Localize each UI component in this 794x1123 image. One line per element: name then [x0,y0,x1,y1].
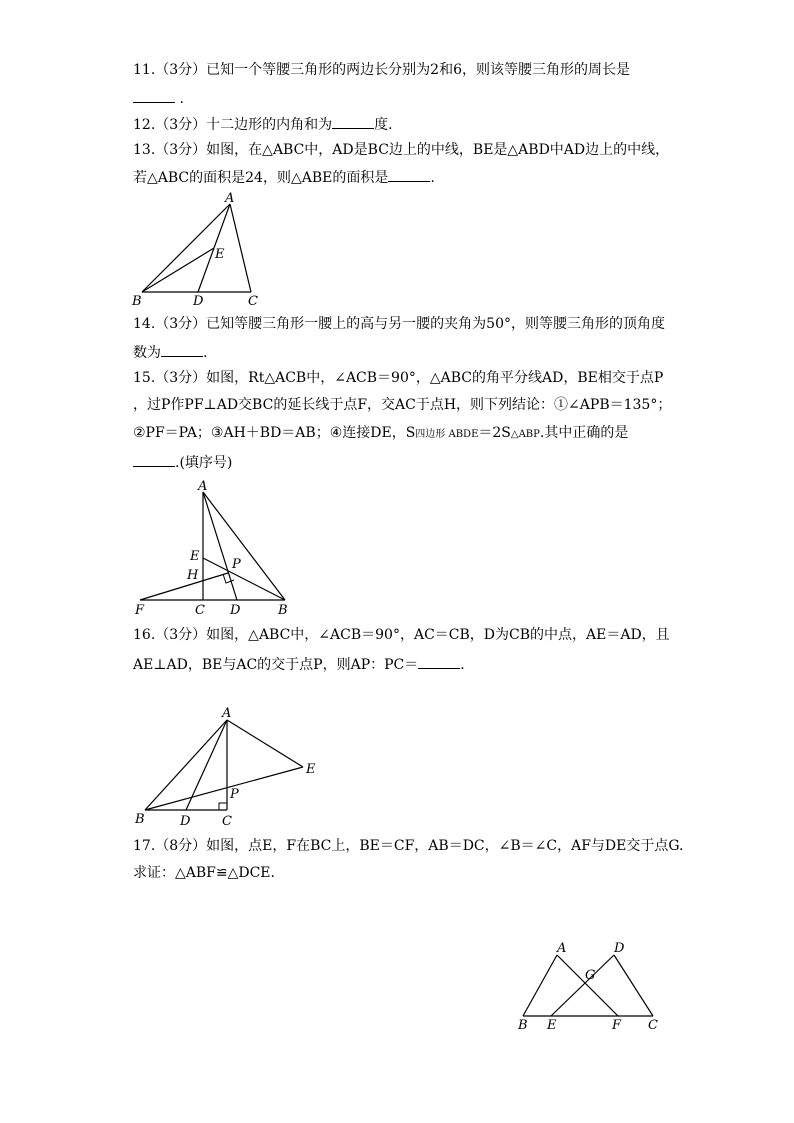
segment-fp [140,573,228,600]
q15-line4 [133,452,232,472]
label-b: B [135,812,145,827]
q12-text: 12.（3分）十二边形的内角和为 [133,117,333,133]
q16-line2 [133,654,465,674]
q14-text: 数为 [133,345,161,361]
answer-blank [133,452,175,467]
segment-ad [186,720,227,810]
q13-figure [130,190,270,310]
label-e: E [215,247,225,262]
q13-line1: 13.（3分）如图，在△ABC中，AD是BC边上的中线，BE是△ABD中AD边上的中线， [133,142,670,158]
segment-ad [203,492,237,600]
q12-end: 度. [374,117,393,133]
segment-ed [551,955,614,1016]
q11-end: . [179,91,184,107]
q13-end: . [430,170,435,186]
label-c: C [648,1018,658,1033]
label-e: E [306,762,316,777]
q13-text: 若△ABC的面积是24，则△ABE的面积是 [133,170,389,186]
q11-line2 [133,88,184,108]
segment-be [142,248,214,292]
segment-ab [523,955,557,1016]
q16-text: AE⊥AD，BE与AC的交于点P，则AP：PC＝ [133,657,419,673]
label-a: A [225,191,235,206]
label-b: B [518,1018,528,1033]
label-a: A [557,941,567,956]
q14-end: . [203,345,208,361]
label-a: A [222,706,232,721]
answer-blank [388,167,430,182]
label-e: E [547,1018,557,1033]
q14-line2 [133,342,207,362]
answer-blank [418,654,460,669]
quad-subscript: 四边形 ABDE [415,429,479,440]
segment-ae [227,720,303,767]
q17-line1: 17.（8分）如图，点E，F在BC上，BE＝CF，AB＝DC，∠B＝∠C，AF与DE交于点G. [133,838,684,854]
q15-line3-b: ＝2S [478,425,511,441]
label-c: C [195,603,205,618]
label-h: H [187,568,199,583]
q15-figure [130,478,300,618]
answer-blank [133,88,175,103]
segment-be [203,558,285,600]
label-d: D [193,294,204,309]
q15-line2: ，过P作PF⊥AD交BC的延长线于点F，交AC于点H，则下列结论：①∠APB＝135°； [133,397,672,413]
label-g: G [585,968,596,983]
answer-blank [332,114,374,129]
q17-figure [510,935,670,1045]
q15-line1: 15.（3分）如图，Rt△ACB中，∠ACB＝90°，△ABC的角平分线AD，BE相交于点P [133,370,664,386]
q15-end: .(填序号) [175,455,233,471]
right-angle-mark [223,574,234,583]
q14-line1: 14.（3分）已知等腰三角形一腰上的高与另一腰的夹角为50°，则等腰三角形的顶角度 [133,316,665,332]
triangle-subscript: △ABP [510,429,540,440]
right-angle-mark [219,803,227,810]
q12-line [133,114,393,134]
segment-dc [614,955,653,1016]
label-d: D [230,603,241,618]
q16-line1: 16.（3分）如图，△ABC中，∠ACB＝90°，AC＝CB，D为CB的中点，AE＝AD，且 [133,627,670,643]
q11-line1: 11.（3分）已知一个等腰三角形的两边长分别为2和6，则该等腰三角形的周长是 [133,62,630,78]
label-f: F [612,1018,622,1033]
q15-line3 [133,424,628,444]
q15-line3-c: .其中正确的是 [539,425,629,441]
segment-ab [145,720,227,810]
label-p: P [232,557,241,572]
q16-end: . [460,657,465,673]
label-f: F [135,603,145,618]
label-d: D [180,814,191,829]
segment-ab [203,492,285,600]
segment-be [145,767,303,810]
label-e: E [190,549,200,564]
label-c: C [248,294,258,309]
label-p: P [230,787,239,802]
label-d: D [614,941,625,956]
q16-figure [130,700,330,830]
segment-ac [230,204,251,292]
answer-blank [161,342,203,357]
q15-line3-a: ②PF＝PA；③AH＋BD＝AB；④连接DE，S [133,425,416,441]
label-c: C [222,814,232,829]
q13-line2 [133,167,435,187]
segment-af [557,955,618,1016]
label-b: B [278,603,288,618]
label-b: B [132,294,142,309]
label-a: A [198,479,208,494]
q17-line2: 求证：△ABF≌△DCE. [133,865,275,881]
